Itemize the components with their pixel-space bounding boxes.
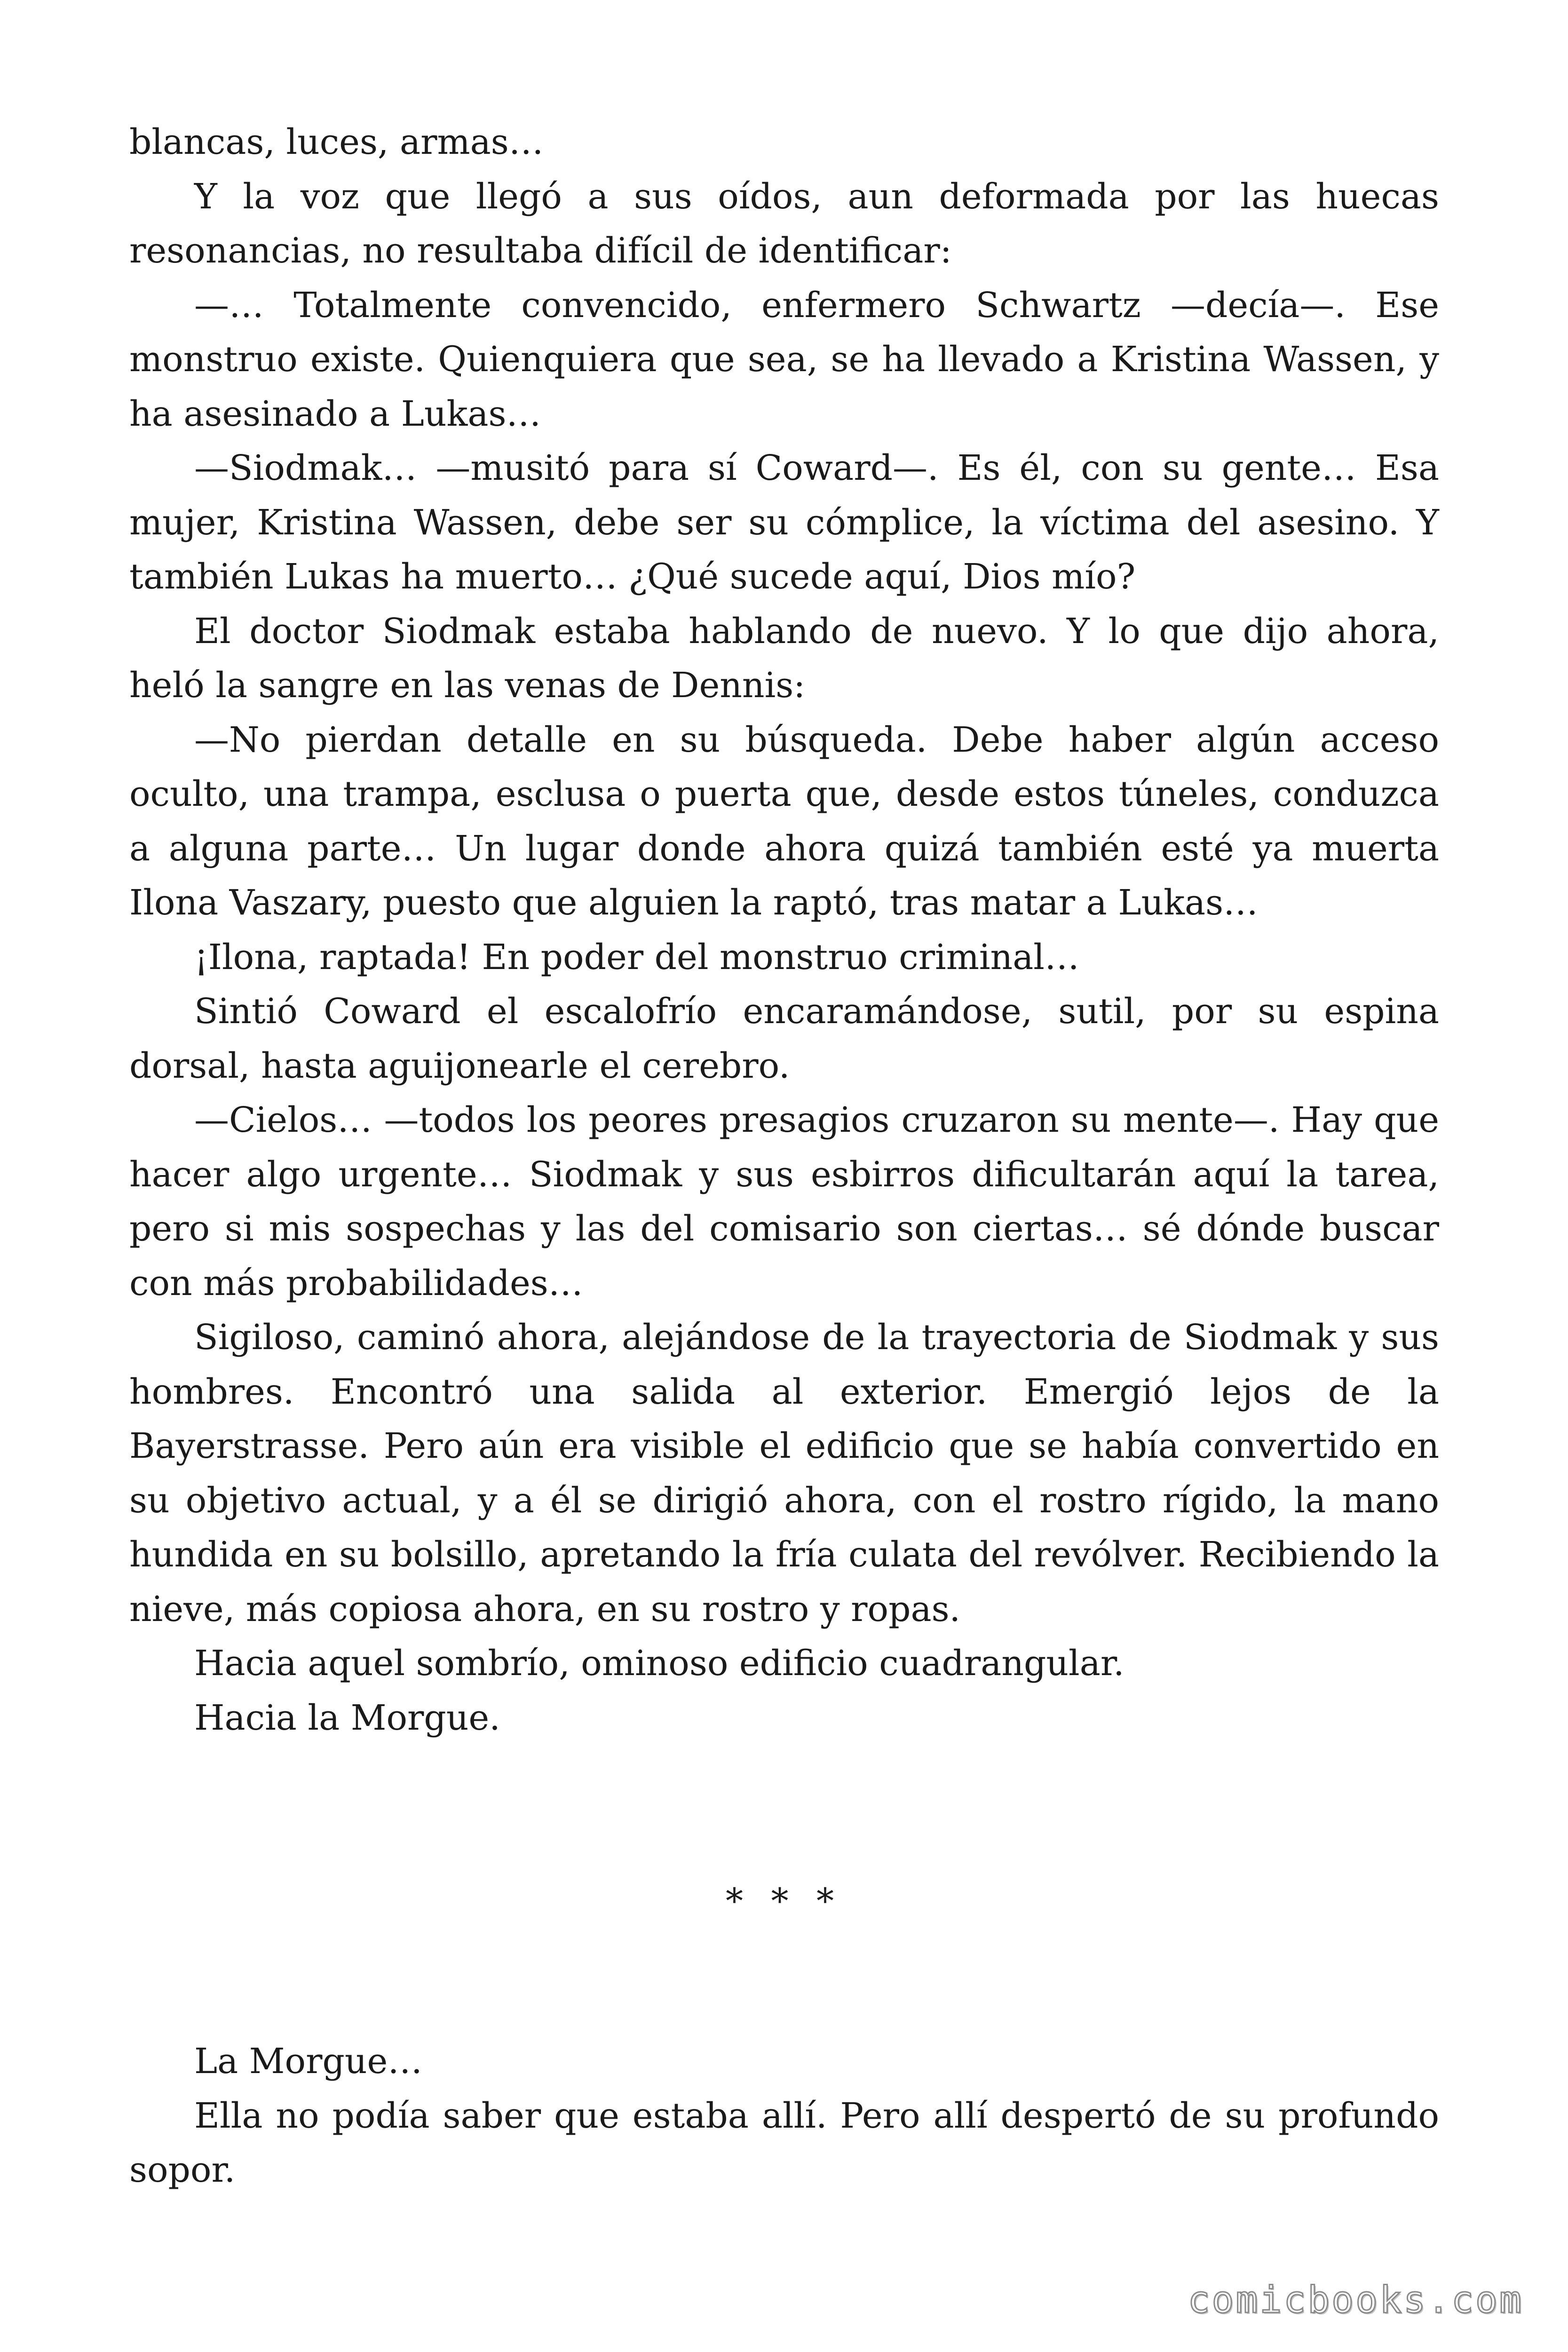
paragraph: Ella no podía saber que estaba allí. Pero allí despertó de su profundo sopor. xyxy=(129,2095,1439,2190)
paragraph: Hacia aquel sombrío, ominoso edificio cuadrangular. xyxy=(194,1643,1125,1684)
paragraph: —No pierdan detalle en su búsqueda. Debe haber algún acceso oculto, una trampa, esclusa o puerta que, desde estos túneles, conduzca a alguna parte… Un lugar donde ahora quizá también esté ya muerta Ilona Vaszary, puesto que alguien la raptó, tras matar a Lukas… xyxy=(129,719,1439,923)
paragraph: Sintió Coward el escalofrío encaramándose, sutil, por su espina dorsal, hasta aguijonearle el cerebro. xyxy=(129,991,1439,1086)
paragraph: La Morgue… xyxy=(194,2041,423,2082)
section-separator: * * * xyxy=(725,1881,843,1922)
paragraph: El doctor Siodmak estaba hablando de nuevo. Y lo que dijo ahora, heló la sangre en las venas de Dennis: xyxy=(129,611,1439,706)
paragraph: blancas, luces, armas… xyxy=(129,122,544,162)
paragraph: Y la voz que llegó a sus oídos, aun deformada por las huecas resonancias, no resultaba difícil de identificar: xyxy=(129,176,1439,271)
watermark-logo: comicbooks.com xyxy=(1188,2279,1523,2321)
body-text-section-1 xyxy=(129,115,1439,1745)
paragraph: Sigiloso, caminó ahora, alejándose de la trayectoria de Siodmak y sus hombres. Encontró una salida al exterior. Emergió lejos de la Bayerstrasse. Pero aún era visible el edificio que se había convertido en su objetivo actual, y a él se dirigió ahora, con el rostro rígido, la mano hundida en su bolsillo, apretando la fría culata del revólver. Recibiendo la nieve, más copiosa ahora, en su rostro y ropas. xyxy=(129,1317,1439,1629)
paragraph: ¡Ilona, raptada! En poder del monstruo criminal… xyxy=(194,937,1079,977)
paragraph: —Cielos… —todos los peores presagios cruzaron su mente—. Hay que hacer algo urgente… Siodmak y sus esbirros dificultarán aquí la tarea, pero si mis sospechas y las del comisario son ciertas… sé dónde buscar con más probabilidades… xyxy=(129,1100,1439,1303)
body-text-section-2 xyxy=(129,2034,1439,2198)
paragraph: —… Totalmente convencido, enfermero Schwartz —decía—. Ese monstruo existe. Quienquiera que sea, se ha llevado a Kristina Wassen, y ha asesinado a Lukas… xyxy=(129,285,1439,434)
paragraph: —Siodmak… —musitó para sí Coward—. Es él, con su gente… Esa mujer, Kristina Wassen, debe ser su cómplice, la víctima del asesino. Y también Lukas ha muerto… ¿Qué sucede aquí, Dios mío? xyxy=(129,448,1439,597)
paragraph: Hacia la Morgue. xyxy=(194,1697,500,1738)
